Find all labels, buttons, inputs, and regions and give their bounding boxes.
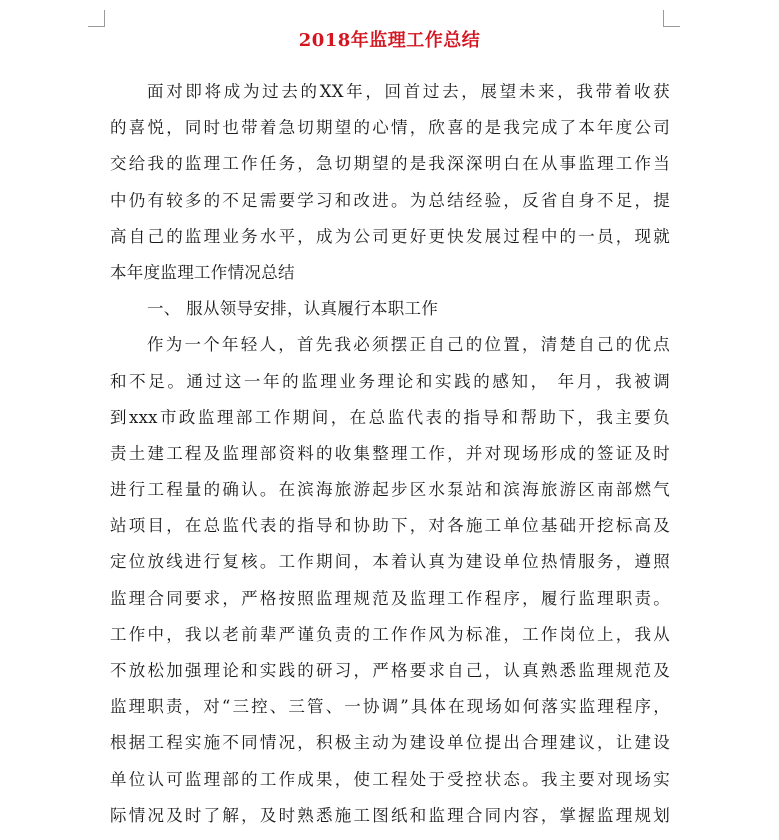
document-body bbox=[110, 74, 670, 834]
paragraph-line: 监理合同要求，严格按照监理规范及监理工作程序，履行监理职责。 bbox=[110, 588, 670, 608]
paragraph-line: 本年度监理工作情况总结 bbox=[110, 262, 295, 282]
paragraph-line: 高自己的监理业务水平，成为公司更好更快发展过程中的一员，现就 bbox=[110, 226, 670, 246]
paragraph-line: 工作中，我以老前辈严谨负责的工作作风为标准，工作岗位上，我从 bbox=[110, 624, 670, 644]
paragraph-line: 面对即将成为过去的XX年，回首过去，展望未来，我带着收获 bbox=[147, 82, 670, 101]
paragraph-line: 中仍有较多的不足需要学习和改进。为总结经验，反省自身不足，提 bbox=[110, 190, 670, 210]
crop-mark-top-right bbox=[663, 10, 680, 27]
paragraph-line: 定位放线进行复核。工作期间，本着认真为建设单位热情服务，遵照 bbox=[110, 552, 670, 572]
paragraph-line: 监理职责，对“三控、三管、一协调”具体在现场如何落实监理程序， bbox=[110, 697, 670, 717]
paragraph-line: 到xxx市政监理部工作期间，在总监代表的指导和帮助下，我主要负 bbox=[110, 407, 670, 427]
paragraph-line: 站项目，在总监代表的指导和协助下，对各施工单位基础开挖标高及 bbox=[110, 516, 670, 536]
paragraph-line: 的喜悦，同时也带着急切期望的心情，欣喜的是我完成了本年度公司 bbox=[110, 118, 670, 138]
document-title: 2018年监理工作总结 bbox=[298, 30, 481, 51]
paragraph-line: 根据工程实施不同情况，积极主动为建设单位提出合理建议，让建设 bbox=[110, 733, 670, 753]
paragraph-line: 交给我的监理工作任务，急切期望的是我深深明白在从事监理工作当 bbox=[110, 154, 670, 174]
paragraph-line: 单位认可监理部的工作成果，使工程处于受控状态。我主要对现场实 bbox=[110, 769, 670, 789]
paragraph-line: 不放松加强理论和实践的研习，严格要求自己，认真熟悉监理规范及 bbox=[110, 661, 670, 680]
paragraph-line: 际情况及时了解，及时熟悉施工图纸和监理合同内容，掌握监理规划 bbox=[110, 805, 670, 825]
paragraph-line: 和不足。通过这一年的监理业务理论和实践的感知， 年月，我被调 bbox=[110, 371, 670, 391]
paragraph-line: 作为一个年轻人，首先我必须摆正自己的位置，清楚自己的优点 bbox=[147, 335, 670, 355]
section-heading: 一、 服从领导安排，认真履行本职工作 bbox=[147, 299, 439, 319]
paragraph-line: 进行工程量的确认。在滨海旅游起步区水泵站和滨海旅游区南部燃气 bbox=[110, 480, 670, 500]
paragraph-line: 责土建工程及监理部资料的收集整理工作，并对现场形成的签证及时 bbox=[110, 443, 670, 463]
crop-mark-top-left bbox=[88, 10, 105, 27]
